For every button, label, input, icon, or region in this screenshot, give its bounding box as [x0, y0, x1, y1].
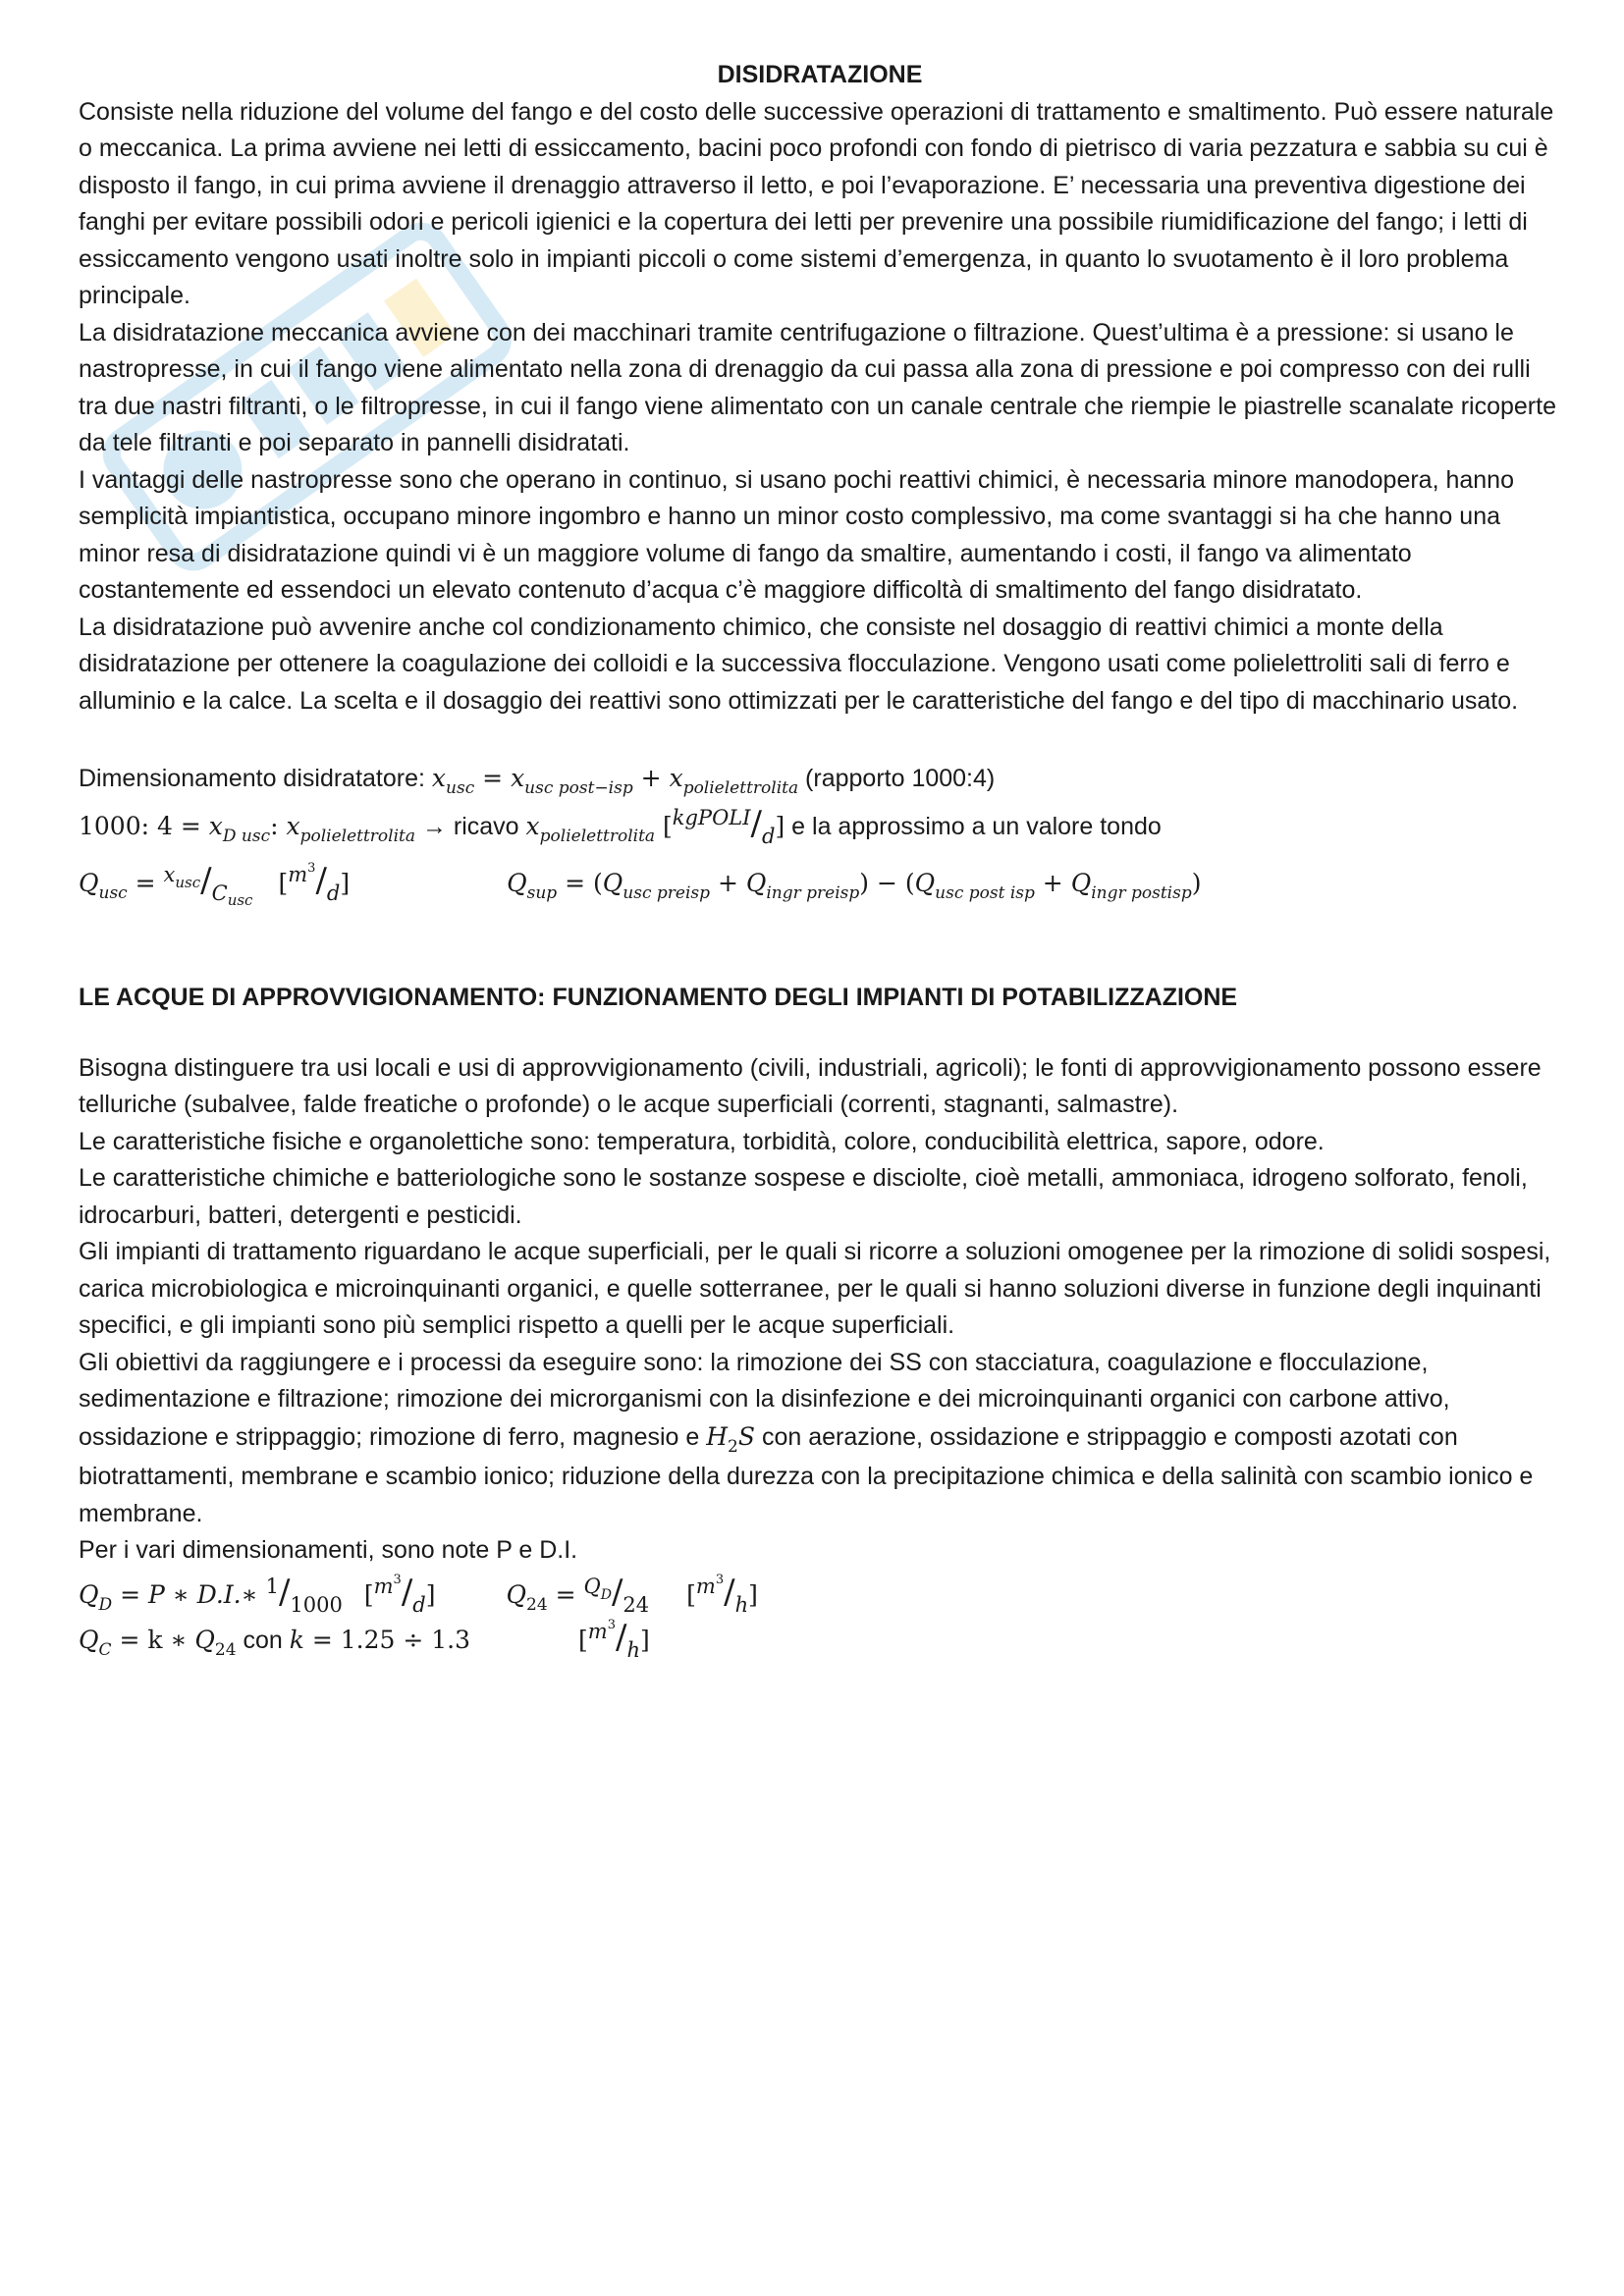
section-heading-potabilization: LE ACQUE DI APPROVVIGIONAMENTO: FUNZIONAMENTO DEGLI IMPIANTI DI POTABILIZZAZIONE: [79, 984, 1238, 1011]
document-body: [79, 57, 1561, 1660]
paragraph-sources: Bisogna distinguere tra usi locali e usi di approvvigionamento (civili, industriali, agricoli); le fonti di approvvigionamento possono essere telluriche (subalvee, falde freatiche o profonde) o le acque superficiali (correnti, stagnanti, salmastre).: [79, 1053, 1542, 1118]
equation-daily-flow: $Q_D = P$ ∗ D.I.∗ $^1/_{1000}$ $[^{m3}/_d] Q_{24} = ^QD/_{24}$ $[^{m3}/_h]$: [79, 1572, 758, 1617]
paragraph-chemical: La disidratazione può avvenire anche col condizionamento chimico, che consiste nel dosaggio di reattivi chimici a monte della disidratazione per ottenere la coagulazione dei colloidi e la successiva flocculazione. Vengono usati come polielettroliti sali di ferro e alluminio e la calce. La scelta e il dosaggio dei reattivi sono ottimizzati per le caratteristiche del fango e del tipo di macchinario usato.: [79, 613, 1519, 715]
paragraph-plants: Gli impianti di trattamento riguardano le acque superficiali, per le quali si ricorre a soluzioni omogenee per la rimozione di solidi sospesi, carica microbiologica e microinquinanti organici, e quelle sotterranee, per le quali si hanno soluzioni diverse in funzione degli inquinanti specifici, e gli impianti sono più semplici rispetto a quelli per le acque superficiali.: [79, 1238, 1551, 1339]
paragraph-intro: Consiste nella riduzione del volume del fango e del costo delle successive operazioni di trattamento e smaltimento. Può essere naturale o meccanica. La prima avviene nei letti di essiccamento, bacini poco profondi con fondo di pietrisco di varia pezzatura e sabbia su cui è disposto il fango, in cui prima avviene il drenaggio attraverso il letto, e poi l’evaporazione. E’ necessaria una preventiva digestione dei fanghi per evitare possibili odori e pericoli igienici e la copertura dei letti per prevenire una possibile riumidificazione del fango; i letti di essiccamento vengono usati inoltre solo in impianti piccoli o come sistemi d’emergenza, in quanto lo svuotamento è il loro problema principale.: [79, 97, 1554, 309]
paragraph-known-values: Per i vari dimensionamenti, sono note P e D.I.: [79, 1536, 578, 1564]
paragraph-physical: Le caratteristiche fisiche e organolettiche sono: temperatura, torbidità, colore, conducibilità elettrica, sapore, odore.: [79, 1127, 1325, 1155]
equation-flows: $Q_{usc} = ^xusc/_{Cusc}[^{m3}/_d] Q_{sup} = (Q_{usc preisp} + Q_{ingr preisp}) - (Q_{usc post isp} + Q_{ingr postisp})$: [79, 861, 1202, 909]
equation-dimensioning: Dimensionamento disidratatore: $x_{usc} = x_{usc post-isp} + x_{polielettrolita}$ (rapporto 1000:4): [79, 764, 996, 798]
paragraph-chemical-bio: Le caratteristiche chimiche e batteriologiche sono le sostanze sospese e disciolte, cioè metalli, ammoniaca, idrogeno solforato, fenoli, idrocarburi, batteri, detergenti e pesticidi.: [79, 1164, 1528, 1229]
section-title: DISIDRATAZIONE: [717, 61, 923, 88]
paragraph-mechanical: La disidratazione meccanica avviene con dei macchinari tramite centrifugazione o filtrazione. Quest’ultima è a pressione: si usano le nastropresse, in cui il fango viene alimentato nella zona di drenaggio da cui passa alla zona di pressione e poi compresso con dei rulli tra due nastri filtranti, o le filtropresse, in cui il fango viene alimentato con un canale centrale che riempie le piastrelle scanalate ricoperte da tele filtranti e poi separato in pannelli disidratati.: [79, 318, 1556, 456]
paragraph-advantages: I vantaggi delle nastropresse sono che operano in continuo, si usano pochi reattivi chimici, è necessaria minore manodopera, hanno semplicità impiantistica, occupano minore ingombro e hanno un minor costo complessivo, ma come svantaggi si ha che hanno una minor resa di disidratazione quindi vi è un maggiore volume di fango da smaltire, aumentando i costi, il fango va alimentato costantemente ed essendoci un elevato contenuto d’acqua c’è maggiore difficoltà di smaltimento del fango disidratato.: [79, 465, 1514, 604]
paragraph-objectives: Gli obiettivi da raggiungere e i processi da eseguire sono: la rimozione dei SS con stacciatura, coagulazione e flocculazione, sedimentazione e filtrazione; rimozione dei microrganismi con la disinfezione e dei microinquinanti organici con carbone attivo, ossidazione e strippaggio; rimozione di ferro, magnesio e $H_2S$ con aerazione, ossidazione e strippaggio e composti azotati con biotrattamenti, membrane e scambio ionico; riduzione della durezza con la precipitazione chimica e della salinità con scambio ionico e membrane.: [79, 1348, 1534, 1527]
equation-ratio: 1000: $4 = x_{D usc}$: $x_{polielettrolita}$ → ricavo $x_{polielettrolita}$ $[^{kgPOLI}/_d]$ e la approssimo a un valore tondo: [79, 804, 1162, 848]
equation-peak-flow: $Q_C = k$ ∗ $Q_{24}$ con k = 1.25 ÷ 1.3 $[^{m3}/_h]$: [79, 1617, 650, 1662]
